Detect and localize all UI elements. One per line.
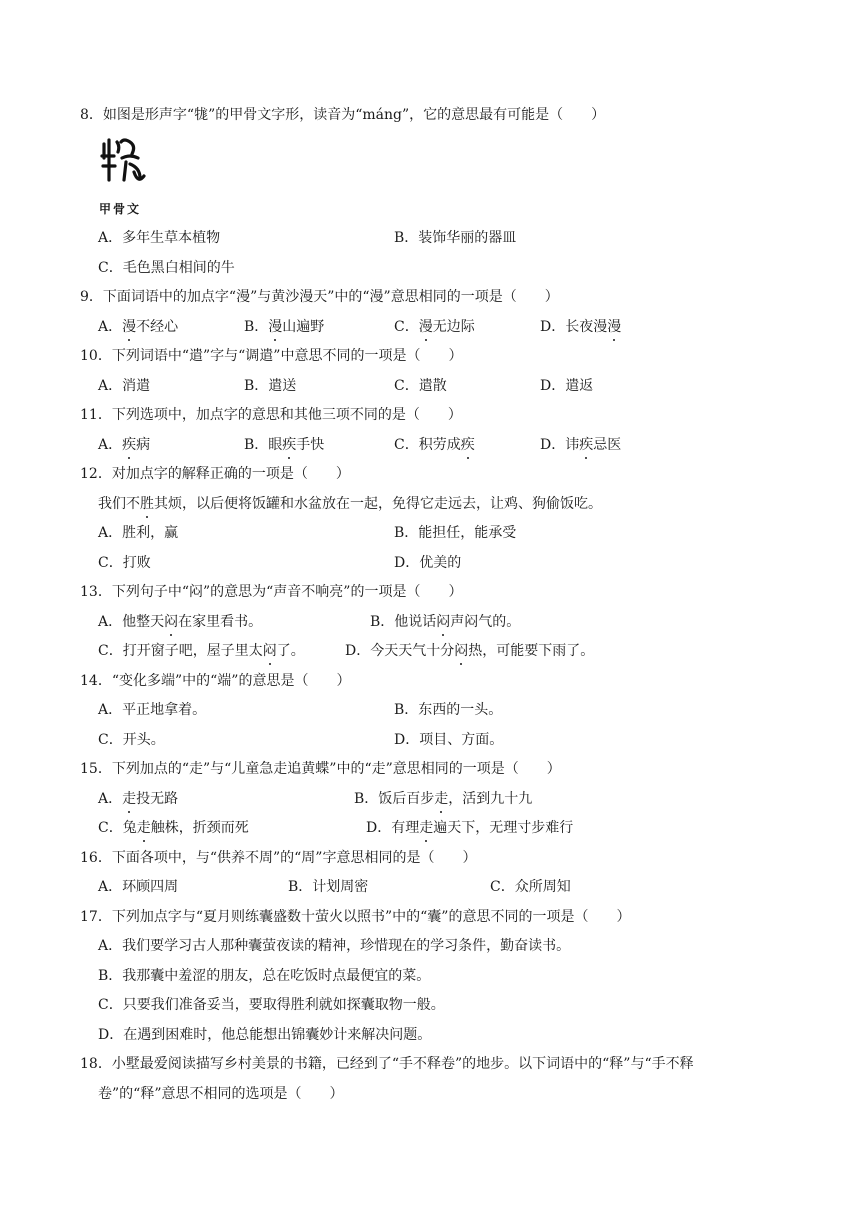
q14-option-d: D．项目、方面。 (394, 732, 504, 748)
emphasis-dot-char: 疾 (122, 437, 137, 453)
emphasis-dot-char: 走 (434, 791, 449, 807)
q10-option-c: C．遣散 (394, 378, 447, 394)
q10-option-b: B．遣送 (244, 378, 297, 394)
q8-option-a: A．多年生草本植物 (98, 230, 221, 246)
q9-option-a: A．漫不经心 (98, 319, 179, 335)
figure-caption: 甲骨文 (99, 202, 142, 216)
q9-option-c: C．漫无边际 (394, 319, 475, 335)
q11-option-b: B．眼疾手快 (244, 437, 325, 453)
q17-option-b: B．我那囊中羞涩的朋友，总在吃饭时点最便宜的菜。 (98, 968, 431, 984)
q12-sentence: 我们不胜其烦，以后便将饭罐和水盆放在一起，免得它走远去，让鸡、狗偷饭吃。 (98, 496, 602, 512)
q8-option-c: C．毛色黑白相间的牛 (98, 260, 235, 276)
q11-option-d: D．讳疾忌医 (540, 437, 622, 453)
emphasis-dot-char: 漫 (607, 319, 622, 335)
q12-option-c: C．打败 (98, 555, 151, 571)
q9-stem: 9．下面词语中的加点字“漫”与黄沙漫天”中的“漫”意思相同的一项是（ ） (80, 289, 559, 305)
q15-option-d: D．有理走遍天下，无理寸步难行 (366, 820, 574, 836)
q13-stem: 13．下列句子中“闷”的意思为“声音不响亮”的一项是（ ） (80, 584, 463, 600)
q16-option-b: B．计划周密 (288, 879, 369, 895)
q18-stem-line1: 18．小墅最爱阅读描写乡村美景的书籍，已经到了“手不释卷”的地步。以下词语中的“释”与“手不释 (80, 1056, 694, 1072)
emphasis-dot-char: 漫 (122, 319, 137, 335)
q16-option-c: C．众所周知 (490, 879, 571, 895)
q15-option-a: A．走投无路 (98, 791, 179, 807)
emphasis-dot-char: 闷 (454, 643, 469, 659)
q14-option-b: B．东西的一头。 (394, 702, 503, 718)
q8-option-b: B．装饰华丽的器皿 (394, 230, 517, 246)
q17-stem: 17．下列加点字与“夏月则练囊盛数十萤火以照书”中的“囊”的意思不同的一项是（ ） (80, 909, 631, 925)
q17-option-d: D．在遇到困难时，他总能想出锦囊妙计来解决问题。 (98, 1027, 432, 1043)
emphasis-dot-char: 胜 (140, 496, 154, 512)
emphasis-dot-char: 走 (122, 791, 137, 807)
q13-option-b: B．他说话闷声闷气的。 (370, 614, 521, 630)
q11-stem: 11．下列选项中，加点字的意思和其他三项不同的是（ ） (80, 407, 462, 423)
q13-option-c: C．打开窗子吧，屋子里太闷了。 (98, 643, 305, 659)
q13-option-a: A．他整天闷在家里看书。 (98, 614, 263, 630)
emphasis-dot-char: 闷 (436, 614, 451, 630)
q12-option-b: B．能担任，能承受 (394, 525, 517, 541)
emphasis-dot-char: 闷 (164, 614, 179, 630)
q11-option-c: C．积劳成疾 (394, 437, 475, 453)
emphasis-dot-char: 走 (419, 820, 434, 836)
emphasis-dot-char: 疾 (282, 437, 297, 453)
q10-stem: 10．下列词语中“遣”字与“调遣”中意思不同的一项是（ ） (80, 348, 463, 364)
emphasis-dot-char: 漫 (268, 319, 283, 335)
q12-option-a: A．胜利，赢 (98, 525, 179, 541)
q17-option-a: A．我们要学习古人那种囊萤夜读的精神，珍惜现在的学习条件，勤奋读书。 (98, 938, 571, 954)
emphasis-dot-char: 疾 (460, 437, 475, 453)
q16-option-a: A．环顾四周 (98, 879, 179, 895)
q13-option-d: D．今天天气十分闷热，可能要下雨了。 (345, 643, 595, 659)
emphasis-dot-char: 漫 (418, 319, 433, 335)
q14-stem: 14．“变化多端”中的“端”的意思是（ ） (80, 673, 351, 689)
q15-option-c: C．兔走触株，折颈而死 (98, 820, 249, 836)
emphasis-dot-char: 闷 (262, 643, 277, 659)
q10-option-d: D．遣返 (540, 378, 594, 394)
q15-option-b: B．饭后百步走，活到九十九 (354, 791, 533, 807)
q12-option-d: D．优美的 (394, 555, 462, 571)
q9-option-b: B．漫山遍野 (244, 319, 325, 335)
q12-stem: 12．对加点字的解释正确的一项是（ ） (80, 466, 350, 482)
q16-stem: 16．下面各项中，与“供养不周”的“周”字意思相同的是（ ） (80, 850, 477, 866)
q8-stem: 8．如图是形声字“牻”的甲骨文字形，读音为“máng”，它的意思最有可能是（ ） (80, 107, 606, 123)
emphasis-dot-char: 疾 (579, 437, 594, 453)
q17-option-c: C．只要我们准备妥当，要取得胜利就如探囊取物一般。 (98, 997, 445, 1013)
oracle-bone-glyph-image (100, 136, 146, 188)
q9-option-d: D．长夜漫漫 (540, 319, 622, 335)
q18-stem-line2: 卷”的“释”意思不相同的选项是（ ） (98, 1086, 344, 1102)
q14-option-c: C．开头。 (98, 732, 165, 748)
q14-option-a: A．平正地拿着。 (98, 702, 207, 718)
q15-stem: 15．下列加点的“走”与“儿童急走追黄蝶”中的“走”意思相同的一项是（ ） (80, 761, 561, 777)
emphasis-dot-char: 走 (136, 820, 151, 836)
q10-option-a: A．消遣 (98, 378, 151, 394)
q11-option-a: A．疾病 (98, 437, 151, 453)
